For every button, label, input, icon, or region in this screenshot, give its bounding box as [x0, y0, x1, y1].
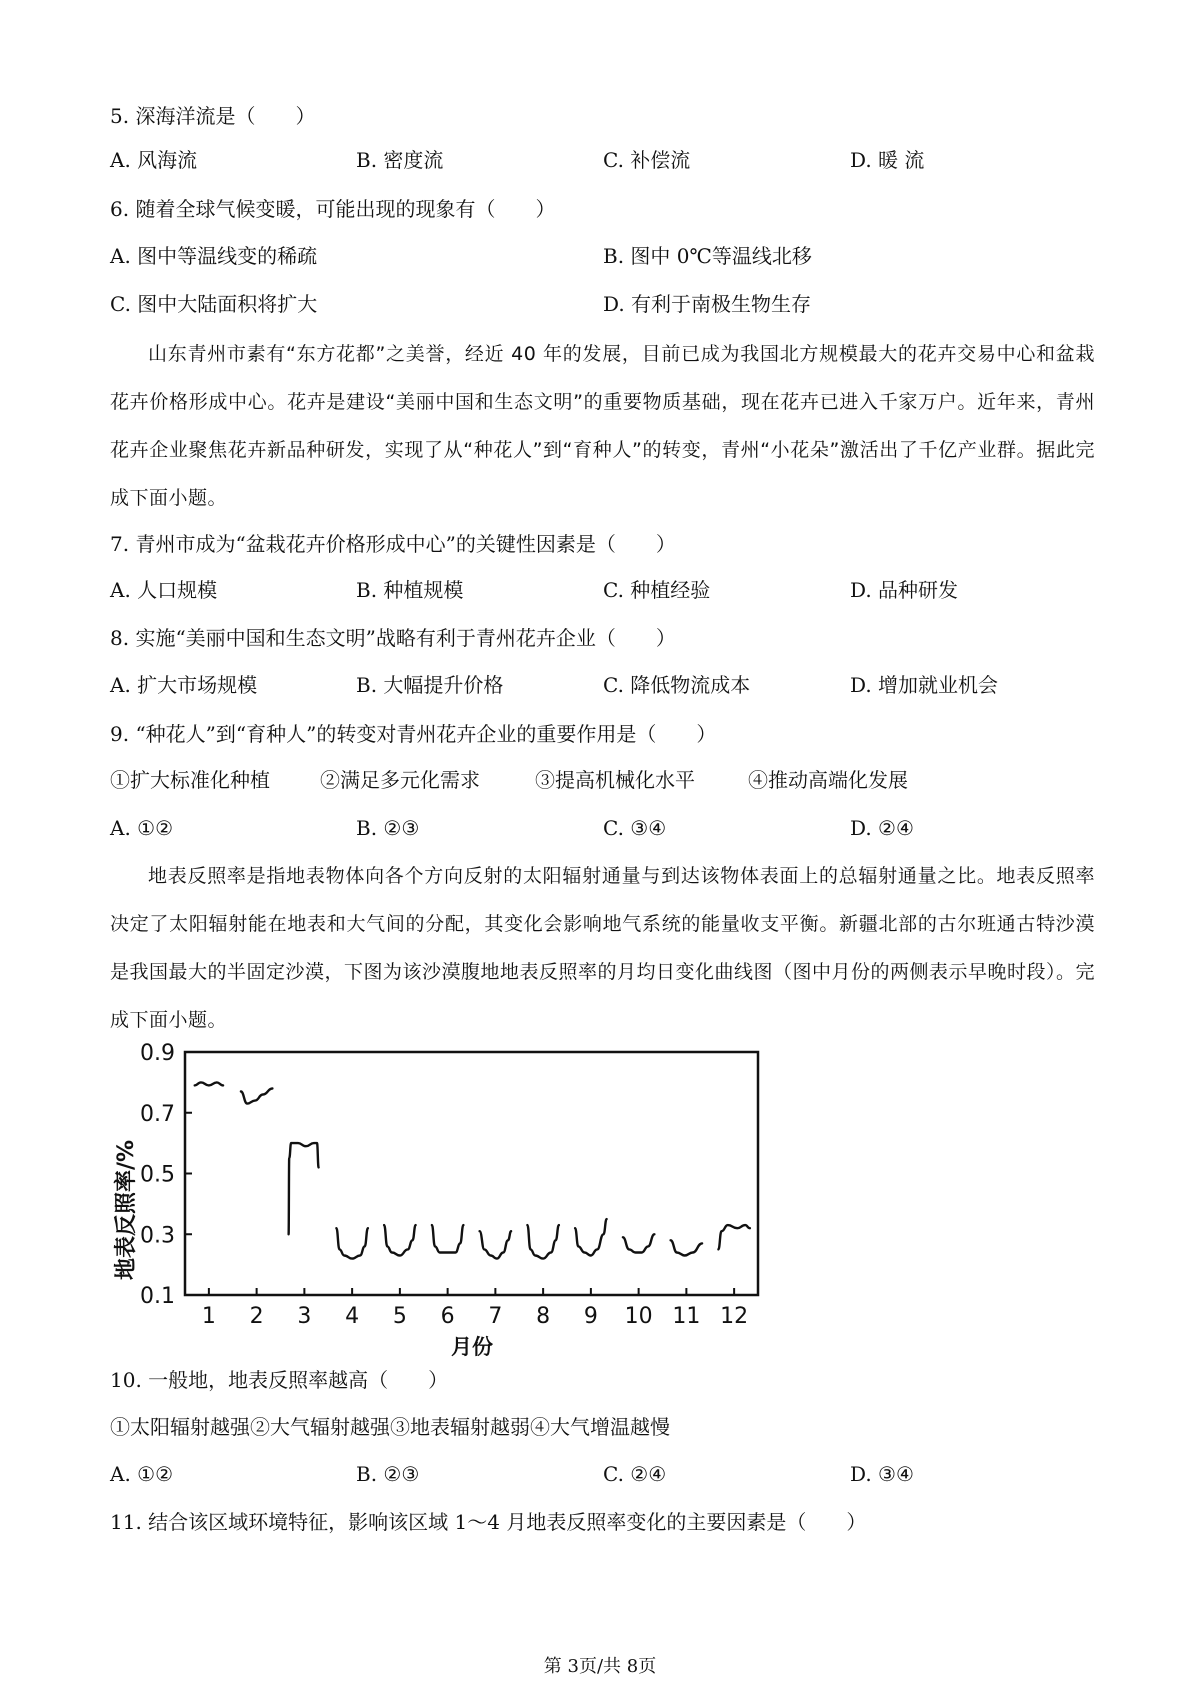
q5-option-a: A. 风海流: [110, 148, 198, 172]
q9-stem: 9. “种花人”到“育种人”的转变对青州花卉企业的重要作用是（ ）: [110, 722, 717, 746]
y-tick-label: 0.3: [140, 1223, 175, 1249]
q8-option-c: C. 降低物流成本: [603, 673, 751, 697]
page-footer: 第 3页/共 8页: [543, 1656, 657, 1677]
albedo-curve-month-7: [480, 1231, 512, 1258]
q7-option-c: C. 种植经验: [603, 578, 711, 602]
q9-option-a: A. ①②: [110, 816, 174, 840]
x-tick-label: 4: [345, 1304, 360, 1329]
albedo-curve-month-9: [575, 1219, 607, 1255]
q5-option-b: B. 密度流: [356, 148, 444, 172]
x-tick-label: 1: [201, 1304, 216, 1329]
albedo-curve-month-4: [336, 1228, 368, 1258]
q10-items: ①太阳辐射越强②大气辐射越强③地表辐射越弱④大气增温越慢: [110, 1415, 670, 1439]
albedo-curve-month-8: [527, 1225, 559, 1259]
q6-option-a: A. 图中等温线变的稀疏: [110, 244, 318, 268]
q6-option-c: C. 图中大陆面积将扩大: [110, 292, 318, 316]
y-tick-label: 0.1: [140, 1284, 175, 1309]
q9-item-1: ①扩大标准化种植: [110, 768, 270, 792]
albedo-chart: [105, 1040, 785, 1360]
x-axis-label: 月份: [451, 1335, 493, 1359]
albedo-curve-month-10: [623, 1234, 655, 1252]
q8-option-d: D. 增加就业机会: [850, 673, 999, 697]
q10-stem: 10. 一般地，地表反照率越高（ ）: [110, 1368, 449, 1392]
q11-stem: 11. 结合该区域环境特征，影响该区域 1～4 月地表反照率变化的主要因素是（ ）: [110, 1510, 867, 1534]
albedo-curve-month-12: [718, 1225, 750, 1249]
x-tick-label: 8: [536, 1304, 551, 1329]
albedo-curve-month-1: [195, 1082, 223, 1085]
q10-option-a: A. ①②: [110, 1462, 174, 1486]
albedo-curve-month-5: [384, 1225, 416, 1255]
y-axis-label: 地表反照率/%: [114, 1139, 139, 1281]
q5-option-c: C. 补偿流: [603, 148, 691, 172]
q7-option-d: D. 品种研发: [850, 578, 959, 602]
q6-option-b: B. 图中 0℃等温线北移: [603, 244, 812, 268]
y-tick-label: 0.7: [140, 1101, 175, 1127]
albedo-curve-month-11: [671, 1240, 703, 1255]
q8-stem: 8. 实施“美丽中国和生态文明”战略有利于青州花卉企业（ ）: [110, 626, 676, 650]
q9-item-4: ④推动高端化发展: [748, 768, 908, 792]
q9-option-c: C. ③④: [603, 816, 667, 840]
q9-option-b: B. ②③: [356, 816, 420, 840]
q10-option-d: D. ③④: [850, 1462, 914, 1486]
x-tick-label: 5: [392, 1304, 407, 1329]
q8-option-b: B. 大幅提升价格: [356, 673, 504, 697]
x-tick-label: 3: [297, 1304, 312, 1329]
x-tick-label: 10: [624, 1304, 653, 1329]
q10-option-b: B. ②③: [356, 1462, 420, 1486]
q6-stem: 6. 随着全球气候变暖，可能出现的现象有（ ）: [110, 197, 556, 221]
x-tick-label: 9: [583, 1304, 598, 1329]
q10-option-c: C. ②④: [603, 1462, 667, 1486]
x-tick-label: 2: [249, 1304, 264, 1329]
q7-option-a: A. 人口规模: [110, 578, 218, 602]
q9-item-3: ③提高机械化水平: [535, 768, 695, 792]
y-tick-label: 0.5: [140, 1162, 175, 1188]
q7-option-b: B. 种植规模: [356, 578, 464, 602]
q9-item-2: ②满足多元化需求: [320, 768, 480, 792]
y-tick-label: 0.9: [140, 1041, 175, 1066]
q5-stem: 5. 深海洋流是（ ）: [110, 104, 316, 128]
x-tick-label: 6: [440, 1304, 455, 1329]
q9-option-d: D. ②④: [850, 816, 914, 840]
passage-qingzhou: 山东青州市素有“东方花都”之美誉，经近 40 年的发展，目前已成为我国北方规模最大的花卉交易中心和盆栽花卉价格形成中心。花卉是建设“美丽中国和生态文明”的重要物质基础，现在花卉已进入千家万户。近年来，青州花卉企业聚焦花卉新品种研发，实现了从“种花人”到“育种人”的转变，青州“小花朵”激活出了千亿产业群。据此完成下面小题。: [110, 343, 1095, 509]
x-tick-label: 7: [488, 1304, 503, 1329]
passage-albedo: 地表反照率是指地表物体向各个方向反射的太阳辐射通量与到达该物体表面上的总辐射通量之比。地表反照率决定了太阳辐射能在地表和大气间的分配，其变化会影响地气系统的能量收支平衡。新疆北部的古尔班通古特沙漠是我国最大的半固定沙漠，下图为该沙漠腹地地表反照率的月均日变化曲线图（图中月份的两侧表示早晚时段）。完成下面小题。: [110, 865, 1096, 1031]
albedo-curve-month-2: [241, 1089, 273, 1104]
x-tick-label: 11: [672, 1304, 701, 1329]
q8-option-a: A. 扩大市场规模: [110, 673, 258, 697]
albedo-curve-month-3: [289, 1143, 319, 1234]
q7-stem: 7. 青州市成为“盆栽花卉价格形成中心”的关键性因素是（ ）: [110, 532, 676, 556]
albedo-curve-month-6: [432, 1225, 464, 1252]
q6-option-d: D. 有利于南极生物生存: [603, 292, 812, 316]
q5-option-d: D. 暖 流: [850, 148, 925, 172]
x-tick-label: 12: [720, 1304, 749, 1329]
